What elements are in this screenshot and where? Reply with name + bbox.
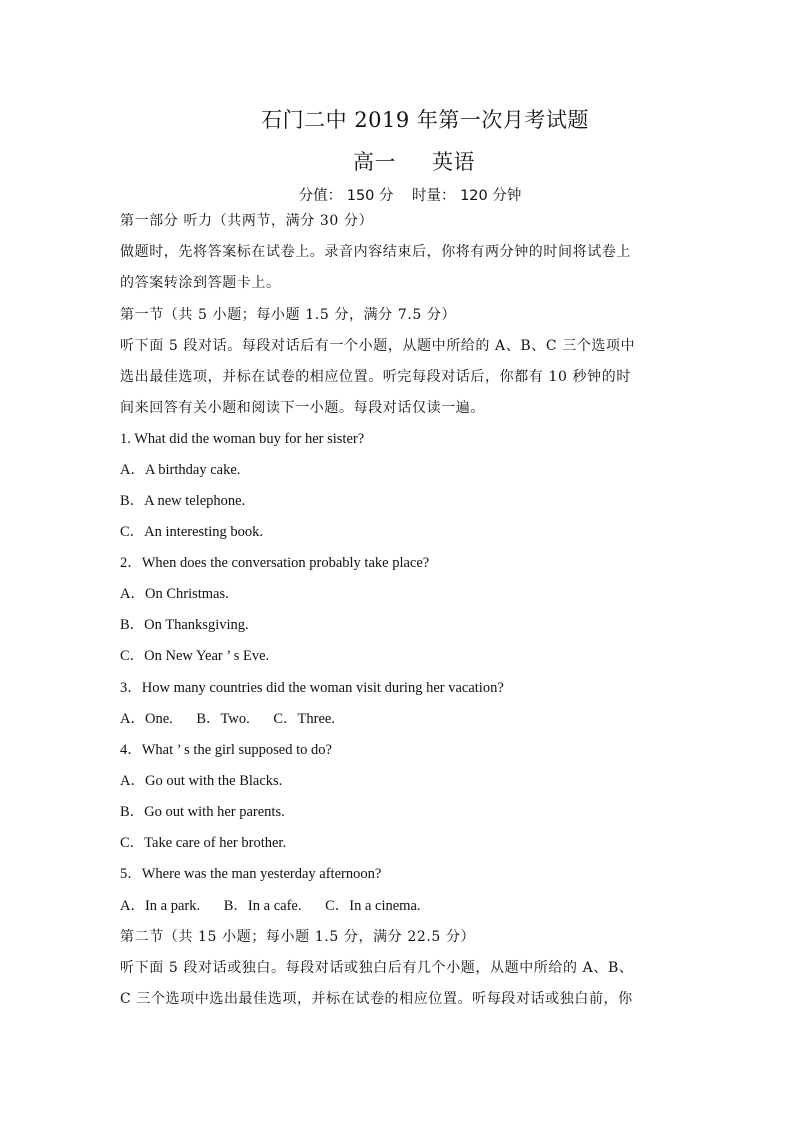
time-value: 120 分钟 — [460, 188, 522, 204]
section1-instruction-line-1: 听下面 5 段对话。每段对话后有一个小题，从题中所给的 A、B、C 三个选项中 — [120, 338, 636, 354]
question-3-option-a: A．One. — [120, 711, 173, 727]
question-4-stem: 4．What ’ s the girl supposed to do? — [120, 742, 332, 758]
question-2-option-b: B．On Thanksgiving. — [120, 617, 249, 633]
section2-instruction-line-1: 听下面 5 段对话或独白。每段对话或独白后有几个小题，从题中所给的 A、B、 — [120, 960, 634, 976]
question-3-option-b: B．Two. — [196, 711, 250, 727]
question-5-option-a: A．In a park. — [120, 898, 201, 914]
time-label: 时量： — [411, 188, 456, 204]
section1-instruction-line-2: 选出最佳选项，并标在试卷的相应位置。听完每段对话后，你都有 10 秒钟的时 — [120, 369, 631, 385]
question-4-option-c: C．Take care of her brother. — [120, 835, 287, 851]
question-4-option-b: B．Go out with her parents. — [120, 804, 285, 820]
exam-title: 石门二中 2019 年第一次月考试题 — [261, 108, 589, 132]
section2-instruction-line-2: C 三个选项中选出最佳选项，并标在试卷的相应位置。听每段对话或独白前，你 — [120, 991, 633, 1007]
section1-instruction-line-3: 间来回答有关小题和阅读下一小题。每段对话仅读一遍。 — [120, 400, 485, 416]
score-value: 150 分 — [346, 188, 394, 204]
question-2-option-a: A．On Christmas. — [120, 586, 229, 602]
question-2-option-c: C．On New Year ’ s Eve. — [120, 648, 270, 664]
score-time-line — [0, 184, 794, 205]
question-4-option-a: A．Go out with the Blacks. — [120, 773, 283, 789]
question-1-option-b: B．A new telephone. — [120, 493, 246, 509]
part1-intro-line-2: 的答案转涂到答题卡上。 — [120, 275, 281, 291]
section1-heading: 第一节（共 5 小题；每小题 1.5 分，满分 7.5 分） — [120, 307, 457, 323]
question-1-option-c: C．An interesting book. — [120, 524, 263, 540]
question-2-stem: 2．When does the conversation probably take place? — [120, 555, 430, 571]
question-1-option-a: A．A birthday cake. — [120, 462, 241, 478]
question-3-options — [120, 709, 680, 729]
section2-heading: 第二节（共 15 小题；每小题 1.5 分，满分 22.5 分） — [120, 929, 476, 945]
grade-label: 高一 — [353, 150, 396, 174]
question-5-stem: 5．Where was the man yesterday afternoon? — [120, 866, 382, 882]
score-label: 分值： — [298, 188, 343, 204]
question-1-stem: 1. What did the woman buy for her sister? — [120, 431, 365, 447]
question-5-option-c: C．In a cinema. — [325, 898, 421, 914]
question-3-stem: 3．How many countries did the woman visit during her vacation? — [120, 680, 504, 696]
exam-subtitle — [17, 146, 794, 176]
question-5-options — [120, 896, 680, 916]
question-3-option-c: C．Three. — [273, 711, 335, 727]
question-5-option-b: B．In a cafe. — [223, 898, 302, 914]
subject-label: 英语 — [432, 150, 475, 174]
part1-intro-line-1: 做题时，先将答案标在试卷上。录音内容结束后，你将有两分钟的时间将试卷上 — [120, 244, 631, 260]
part1-heading: 第一部分 听力（共两节，满分 30 分） — [120, 213, 374, 229]
